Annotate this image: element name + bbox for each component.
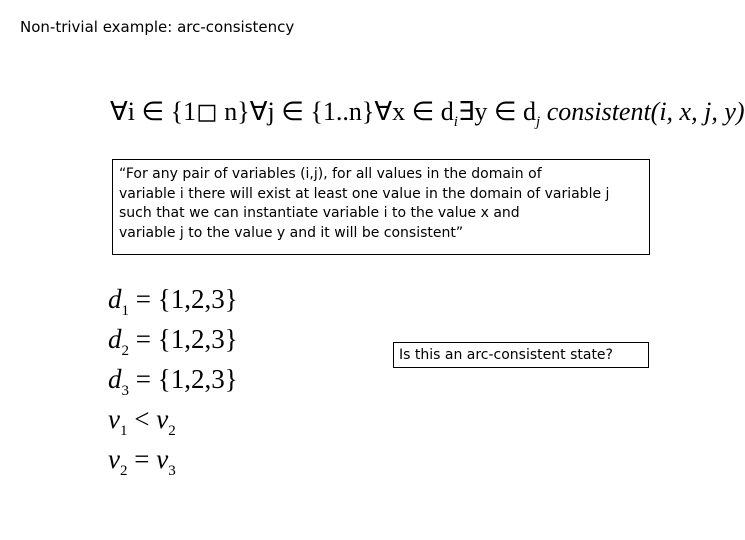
equation-operator: =	[129, 324, 158, 354]
quote-line: variable j to the value y and it will be consistent”	[119, 224, 464, 241]
quote-line: such that we can instantiate variable i to the value x and	[119, 205, 520, 221]
definition-quote-box	[112, 159, 650, 255]
question-box: Is this an arc-consistent state?	[393, 342, 649, 368]
equation-rhs: v	[156, 444, 169, 474]
formula-part-4: consistent(i, x, j, y)	[540, 97, 745, 126]
formula-part-2: n}∀j ∈ {1..n}∀x ∈ d	[217, 97, 454, 126]
equation-lhs-sub: 1	[121, 303, 129, 319]
equation-row	[108, 402, 238, 442]
equation-lhs: v	[108, 404, 120, 434]
equation-lhs: d	[108, 364, 122, 394]
equation-lhs: d	[108, 284, 122, 314]
equation-row	[108, 362, 238, 402]
equation-lhs: v	[108, 444, 120, 474]
quote-line: “For any pair of variables (i,j), for all values in the domain of	[119, 166, 542, 182]
quote-line: variable i there will exist at least one value in the domain of variable j	[119, 185, 610, 202]
equation-rhs-sub: 3	[168, 463, 176, 479]
equation-operator: <	[127, 404, 157, 434]
equation-rhs: {1,2,3}	[157, 284, 238, 314]
formula-part-1: ∀i ∈ {1	[110, 97, 197, 126]
constraint-equations	[108, 282, 238, 482]
equation-row	[108, 442, 238, 482]
arc-consistency-formula	[110, 95, 745, 139]
formula-sub-i: i	[453, 114, 458, 130]
equation-operator: =	[129, 364, 158, 394]
equation-operator: =	[127, 444, 157, 474]
equation-lhs-sub: 2	[121, 343, 129, 359]
equation-operator: =	[129, 284, 158, 314]
formula-sub-j: j	[536, 114, 541, 130]
equation-row	[108, 322, 238, 362]
equation-lhs-sub: 2	[119, 463, 128, 479]
formula-part-3: ∃y ∈ d	[457, 97, 537, 126]
equation-lhs: d	[108, 324, 122, 354]
equation-rhs: {1,2,3}	[157, 324, 238, 354]
equation-row	[108, 282, 238, 322]
equation-lhs-sub: 1	[119, 423, 128, 439]
formula-missing-glyph: ◻	[196, 97, 218, 126]
equation-rhs: {1,2,3}	[157, 364, 238, 394]
slide-title: Non-trivial example: arc-consistency	[20, 18, 295, 36]
equation-rhs-sub: 2	[168, 423, 176, 439]
equation-rhs: v	[156, 404, 169, 434]
equation-lhs-sub: 3	[121, 383, 129, 399]
